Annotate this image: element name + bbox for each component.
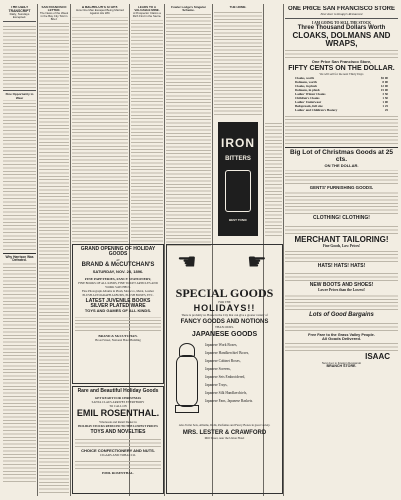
clothing: CLOTHING! CLOTHING! (313, 215, 370, 222)
store-going: I AM GOING TO SELL THE STOCK (311, 21, 372, 26)
holiday-line: WORK SATCHELS. (105, 284, 131, 289)
column4-headline: LEADS TO A VALUABLE MINE. (134, 6, 160, 13)
holiday-toys: TOYS AND GAMES OF ALL KINDS. (84, 308, 152, 314)
special-ours: THAN OURS. (215, 325, 234, 330)
branch-store: BRANCH STORE. (326, 364, 357, 369)
vase-illustration (173, 341, 199, 419)
text-block (3, 100, 36, 250)
text-block (285, 343, 398, 351)
iron-bitters-ad (218, 122, 258, 236)
iron-subtitle: BITTERS (225, 156, 251, 162)
text-block (285, 224, 398, 234)
price-row: Bedspreads, full size 1 25 (295, 103, 388, 108)
list-item: Japanese Fans, Japanese Baskets. (205, 398, 254, 403)
japanese-goods-list (199, 341, 280, 419)
column3-subhead: How One Man Escaped Being Married Against His Will. (76, 8, 124, 16)
merchant-tailoring: MERCHANT TAILORING! (294, 234, 389, 244)
one-price-store-ad (285, 6, 398, 495)
text-block (285, 271, 398, 281)
special-for: FOR THE (218, 299, 231, 304)
text-block (75, 459, 161, 469)
price-row: Ladies' Winter Cloaks 3 50 (295, 91, 388, 96)
text-block (72, 17, 128, 242)
holiday-at: AT (116, 257, 120, 262)
column2-headline: SAN FRANCISCO LETTER. (41, 6, 67, 13)
list-item: Japanese Handkerchief Boxes, (205, 350, 250, 355)
rosenthal-line: HOLIDAY STOCKS REDUCED TO THE LOWEST PRICES (78, 423, 158, 428)
text-block (285, 192, 398, 214)
holiday-line: PLUSH AUTOGRAPH ALBUMS, PLUSH BOXES, ETC. (82, 292, 154, 297)
rosenthal-candy: CHOICE CONFECTIONERY AND NUTS. (81, 447, 155, 453)
holiday-date: SATURDAY, NOV. 28, 1896. (92, 268, 144, 274)
delivered: All Goods Delivered. (321, 335, 362, 341)
price-row: Dolmans, worth 8 00 (295, 79, 388, 84)
holiday-line: Fine Photograph Albums in Plush, Morocco, Metal, Leather (82, 288, 154, 293)
special-intro: There is probably no House in the City that can give a greater variety of (181, 313, 268, 318)
special-goods-ad (166, 244, 283, 494)
text-block (75, 437, 161, 447)
price-row: Children's Cloaks 1 50 (295, 95, 388, 100)
special-fancy: FANCY GOODS AND NOTIONS (180, 319, 269, 326)
text-block (265, 122, 282, 236)
holiday-line: FINE BOOKS OF ALL KINDS, FINE TOILET ARTICLES AND (78, 280, 158, 285)
price-list (285, 76, 398, 112)
pointing-hand-left-icon: ☚ (177, 249, 197, 274)
pointing-hand-right-icon: ☛ (247, 249, 267, 274)
list-item: Japanese Cabinet Boxes, (205, 358, 241, 363)
price-row: Ladies' and Children's Hosiery 25 (295, 107, 388, 112)
rosenthal-title: Rare and Beautiful Holiday Goods (77, 388, 159, 394)
hats: HATS! HATS! HATS! (317, 262, 366, 269)
column-rule (37, 4, 38, 496)
column-3 (72, 6, 128, 246)
column4-subhead: A Prospector Claims a Rich Find in the Sierra. (132, 11, 162, 19)
text-block (3, 262, 36, 482)
gents-goods: GENTS' FURNISHING GOODS. (309, 184, 374, 190)
column2-subhead: The News of the Week in the Bay City Told in Brief. (39, 11, 69, 22)
iron-title: IRON (221, 136, 255, 150)
lower-prices: Lower Prices than the Lowest! (318, 288, 365, 293)
special-holidays: HOLIDAYS!! (193, 302, 256, 313)
rosenthal-sign: EMIL ROSENTHAL. (102, 471, 134, 476)
list-item: Japanese Work Boxes, (205, 342, 238, 347)
text-block (75, 317, 161, 331)
boots-shoes: NEW BOOTS AND SHOES! (309, 282, 374, 289)
text-block (285, 321, 398, 331)
holiday-title: GRAND OPENING OF HOLIDAY GOODS (80, 246, 156, 258)
store-address: Next door to Knapp's Restaurant (321, 361, 362, 366)
masthead-title: THE DAILY TRANSCRIPT (8, 6, 31, 13)
text-block (131, 20, 163, 245)
list-item: Japanese Silk Handkerchiefs, (205, 390, 248, 395)
store-sign: ISAAC (365, 351, 390, 361)
column5-headline: Fowler Lodge's Singular Scheme. (171, 6, 206, 13)
column-1 (3, 6, 36, 496)
free-fare: Free Fare to the Grass Valley People. (308, 332, 375, 337)
column-rule (164, 4, 165, 496)
holiday-silver: SILVER PLATED WARE (90, 303, 146, 310)
text-block (3, 24, 36, 88)
store-prices-intro: We will sell for the next Thirty Days (319, 71, 364, 76)
text-block (285, 294, 398, 310)
store-subtitle: Next door to Knapp's Restaurant (320, 12, 363, 17)
list-item: Japanese Screens, (205, 366, 231, 371)
store-worth: Three Thousand Dollars Worth (297, 25, 386, 32)
fine-goods: Fine Goods, Low Prices! (322, 243, 361, 248)
column3-headline: A BACHELOR'S STORY. (81, 6, 119, 9)
text-block (285, 114, 398, 144)
store-title: ONE PRICE SAN FRANCISCO STORE (288, 6, 395, 12)
bargains: Lots of Good Bargains (309, 312, 374, 319)
price-row: Ladies' Underwear 1 00 (295, 99, 388, 104)
rosenthal-name: EMIL ROSENTHAL. (76, 408, 160, 419)
text-block (285, 50, 398, 58)
rosenthal-ad (72, 386, 164, 494)
column6-headline: THE HOME. (229, 6, 247, 9)
holiday-books: LATEST JUVENILE BOOKS (85, 297, 151, 304)
hanging-headline: Why Harrison Was Defeated. (5, 254, 34, 263)
store-cloaks: CLOAKS, DOLMANS AND WRAPS, (292, 30, 391, 48)
bottle-icon (225, 170, 251, 212)
column-rule (70, 4, 71, 496)
holiday-address: Broad Street, National Hotel Building (95, 337, 141, 342)
column-5 (166, 6, 211, 246)
rosenthal-tobacco: CIGARS AND TOBACCO. (100, 453, 136, 458)
rosenthal-line: SANTA CLAUS ARRIVES EVERYBODY (91, 400, 145, 405)
text-block (166, 14, 211, 246)
teaser-headline: Fine Opportunity to Wear (5, 92, 34, 100)
special-footer: Also Toilet Sets, Albums, Dolls, Perfumes and Fancy Boxes in great variety. (178, 422, 271, 427)
masthead-subtitle: Daily, Sundays Excepted. (9, 12, 30, 20)
iron-tag: BEST TONIC (228, 218, 248, 222)
text-block (285, 250, 398, 262)
column-2 (39, 6, 69, 496)
text-block (214, 11, 262, 115)
column-4 (131, 6, 163, 246)
list-item: Japanese Sets Embroidered, (205, 374, 246, 379)
column-7 (265, 122, 282, 236)
special-address: Mill Street, near the Union Hotel (204, 435, 245, 440)
text-block (39, 23, 69, 493)
price-row: Cloaks, worth $5 00 (295, 75, 388, 80)
column-rule (283, 4, 284, 496)
price-row: Dolmans, in plush 15 00 (295, 87, 388, 92)
rosenthal-line: GET READY FOR CHRISTMAS (94, 396, 142, 401)
special-title: SPECIAL GOODS (175, 286, 274, 300)
holiday-line: FINE PAPETERIES, FANCY STATIONERY, (84, 276, 152, 281)
price-row: Cloaks, in plush 12 00 (295, 83, 388, 88)
text-block (285, 170, 398, 184)
list-item: Japanese Trays, (205, 382, 228, 387)
rosenthal-line: Wholesale and Retail Dealer in (99, 419, 137, 424)
holiday-sign: BRAND & McCUTCHAN. (98, 333, 138, 338)
holiday-goods-ad (72, 244, 164, 384)
on-dollar: ON THE DOLLAR. (324, 162, 359, 168)
special-sign: MRS. LESTER & CRAWFORD (182, 429, 267, 436)
store-sf: One Price San Francisco Store, (311, 59, 372, 65)
store-fifty: FIFTY CENTS ON THE DOLLAR. (288, 64, 395, 72)
rosenthal-line: TO CALL ON (109, 404, 127, 409)
christmas-goods: Big Lot of Christmas Goods at 25 cts. (290, 148, 393, 163)
special-japanese: JAPANESE GOODS (191, 331, 258, 339)
rosenthal-toys: TOYS AND NOVELTIES (90, 428, 146, 435)
holiday-firm: BRAND & McCUTCHAN'S (81, 261, 155, 268)
